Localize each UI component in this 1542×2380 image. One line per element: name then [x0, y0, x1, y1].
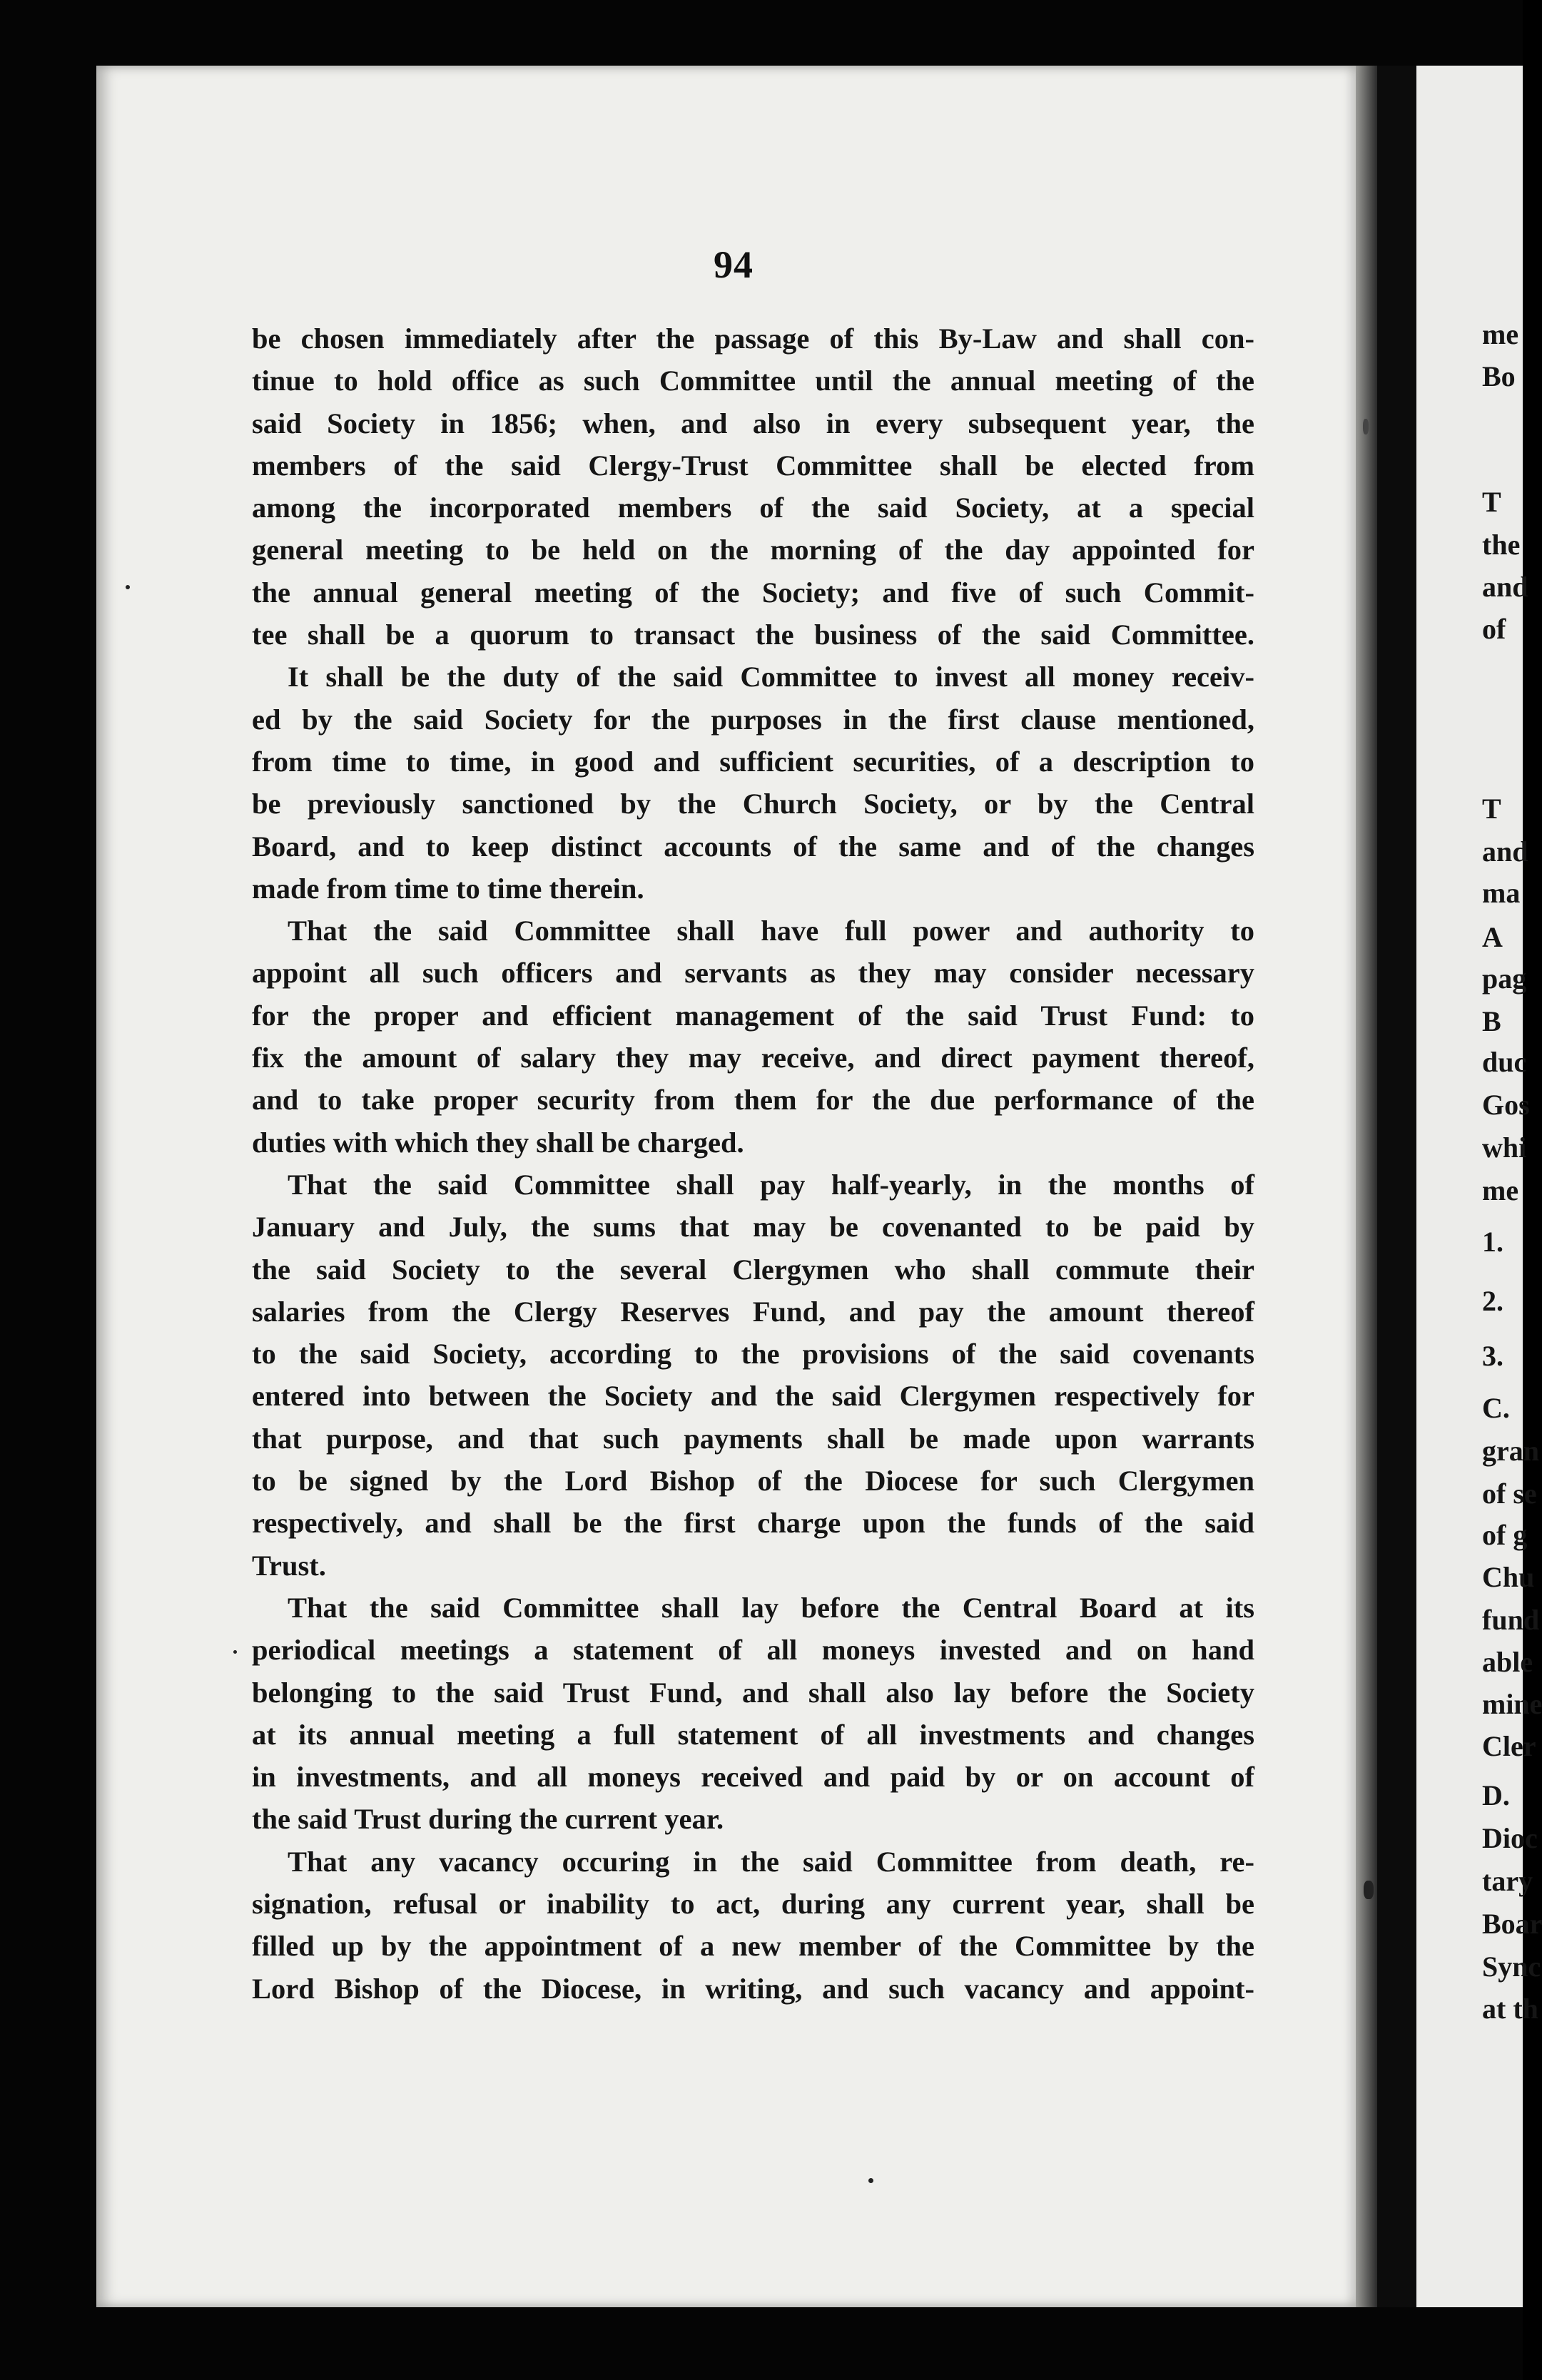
facing-page-fragment: 3.	[1482, 1340, 1503, 1372]
facing-page-fragment: fund	[1482, 1604, 1540, 1636]
text-line: that purpose, and that such payments shall be made upon warrants	[252, 1422, 1254, 1455]
facing-page-fragment: gran	[1482, 1435, 1539, 1467]
facing-page-fragment: of se	[1482, 1478, 1537, 1510]
facing-page-fragment: duc	[1482, 1046, 1527, 1078]
facing-page-fragment: and	[1482, 571, 1528, 603]
text-line: among the incorporated members of the said Society, at a special	[252, 492, 1254, 524]
text-line: the said Society to the several Clergymen who shall commute their	[252, 1253, 1254, 1286]
facing-page-fragment: me	[1482, 1174, 1519, 1206]
facing-page-fragment: Bo	[1482, 360, 1516, 392]
facing-page-fragment: B	[1482, 1005, 1501, 1037]
text-line: signation, refusal or inability to act, during any current year, shall be	[252, 1887, 1254, 1920]
body-text	[252, 317, 1254, 2010]
text-line: That the said Committee shall pay half-yearly, in the months of	[288, 1168, 1254, 1201]
facing-page-fragment: whi	[1482, 1131, 1527, 1164]
text-line: said Society in 1856; when, and also in every subsequent year, the	[252, 407, 1254, 439]
text-line: That the said Committee shall lay before the Central Board at its	[288, 1591, 1254, 1624]
scan-speck	[1364, 1881, 1374, 1899]
text-line: be previously sanctioned by the Church Society, or by the Central	[252, 788, 1254, 820]
facing-page-fragment: and	[1482, 835, 1528, 868]
text-line: entered into between the Society and the said Clergymen respectively for	[252, 1380, 1254, 1413]
book-gutter	[1377, 66, 1416, 2307]
facing-page-fragment: A	[1482, 921, 1503, 953]
text-line: made from time to time therein.	[252, 872, 644, 905]
text-line: and to take proper security from them for the due performance of the	[252, 1084, 1254, 1117]
facing-page-fragment: Cler	[1482, 1730, 1536, 1762]
facing-page-fragment: Gos	[1482, 1089, 1530, 1121]
text-line: in investments, and all moneys received and paid by or on account of	[252, 1761, 1254, 1794]
text-line: respectively, and shall be the first charge upon the funds of the said	[252, 1507, 1254, 1540]
facing-page-fragment: the	[1482, 529, 1521, 561]
scan-speck	[1363, 419, 1369, 434]
facing-page-fragment: at th	[1482, 1993, 1538, 2025]
text-line: members of the said Clergy-Trust Committee shall be elected from	[252, 449, 1254, 482]
text-line: the annual general meeting of the Society; and five of such Commit-	[252, 576, 1254, 609]
text-line: belonging to the said Trust Fund, and shall also lay before the Society	[252, 1676, 1254, 1709]
text-line: January and July, the sums that may be covenanted to be paid by	[252, 1211, 1254, 1244]
text-line: appoint all such officers and servants as they may consider necessary	[252, 957, 1254, 990]
text-line: Board, and to keep distinct accounts of the same and of the changes	[252, 830, 1254, 863]
text-line: Trust.	[252, 1549, 326, 1582]
facing-page-fragment: Boar	[1482, 1908, 1542, 1940]
text-line: ed by the said Society for the purposes in the first clause mentioned,	[252, 703, 1254, 736]
facing-page-fragment: mine	[1482, 1688, 1542, 1720]
scan-speck	[126, 585, 130, 589]
facing-page-fragment: pag	[1482, 962, 1527, 995]
text-line: tinue to hold office as such Committee until the annual meeting of the	[252, 365, 1254, 397]
facing-page-fragment: Dioc	[1482, 1822, 1538, 1854]
facing-page-fragment: D.	[1482, 1779, 1510, 1811]
facing-page-fragment: of g	[1482, 1519, 1528, 1551]
page-edge-shadow	[1356, 66, 1377, 2307]
facing-page-fragment: of	[1482, 613, 1506, 645]
text-line: general meeting to be held on the morning of the day appointed for	[252, 534, 1254, 566]
scan-speck	[868, 2178, 873, 2183]
facing-page-fragment: Chu	[1482, 1561, 1535, 1593]
text-line: periodical meetings a statement of all moneys invested and on hand	[252, 1634, 1254, 1667]
text-line: salaries from the Clergy Reserves Fund, and pay the amount thereof	[252, 1295, 1254, 1328]
facing-page-fragment: 2.	[1482, 1285, 1503, 1317]
text-line: to the said Society, according to the provisions of the said covenants	[252, 1338, 1254, 1370]
text-line: That any vacancy occuring in the said Committee from death, re-	[288, 1845, 1254, 1878]
text-line: at its annual meeting a full statement of all investments and changes	[252, 1718, 1254, 1751]
text-line: Lord Bishop of the Diocese, in writing, and such vacancy and appoint-	[252, 1972, 1254, 2005]
facing-page-fragment: tary	[1482, 1865, 1533, 1897]
facing-page-fragment: Sync	[1482, 1951, 1541, 1983]
facing-page-fragment: 1.	[1482, 1226, 1503, 1258]
text-line: fix the amount of salary they may receive, and direct payment thereof,	[252, 1042, 1254, 1074]
text-line: It shall be the duty of the said Committee to invest all money receiv-	[288, 661, 1254, 693]
scan-speck	[233, 1650, 237, 1654]
text-line: That the said Committee shall have full power and authority to	[288, 915, 1254, 947]
text-line: to be signed by the Lord Bishop of the Diocese for such Clergymen	[252, 1465, 1254, 1497]
facing-page-fragment: ma	[1482, 877, 1521, 909]
page-number: 94	[714, 243, 754, 286]
text-line: tee shall be a quorum to transact the business of the said Committee.	[252, 619, 1254, 651]
facing-page-fragment: T	[1482, 793, 1501, 825]
facing-page-fragment: C.	[1482, 1392, 1510, 1424]
text-line: from time to time, in good and sufficient securities, of a description to	[252, 745, 1254, 778]
text-line: filled up by the appointment of a new member of the Committee by the	[252, 1930, 1254, 1963]
text-line: the said Trust during the current year.	[252, 1803, 724, 1836]
text-line: for the proper and efficient management of the said Trust Fund: to	[252, 999, 1254, 1032]
facing-page-fragment: me	[1482, 318, 1519, 350]
text-line: be chosen immediately after the passage of this By-Law and shall con-	[252, 322, 1254, 355]
facing-page-fragment: T	[1482, 486, 1501, 518]
text-line: duties with which they shall be charged.	[252, 1126, 744, 1159]
facing-page-fragment: able	[1482, 1646, 1533, 1678]
